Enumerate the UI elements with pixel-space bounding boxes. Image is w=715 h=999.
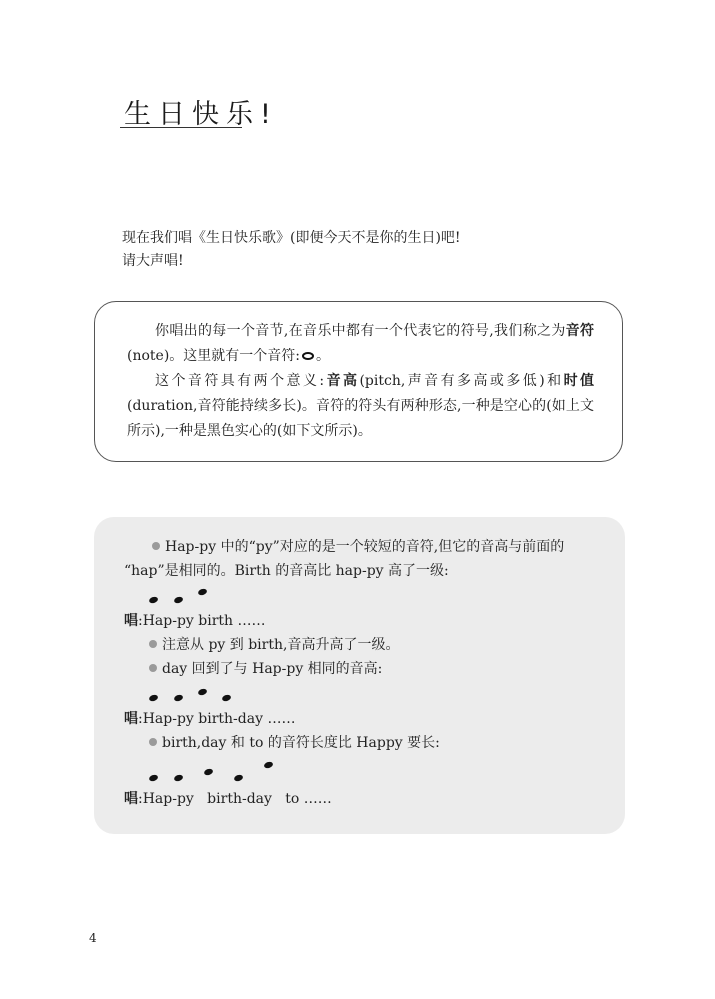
bullet-item-1 (124, 535, 597, 559)
quarter-note-head-icon (263, 761, 273, 769)
definition-text: 这个音符具有两个意义: (155, 373, 325, 389)
sing-line-1 (124, 609, 597, 633)
bullet-text: Hap-py 中的“py”对应的是一个较短的音符,但它的音高与前面的 (165, 539, 565, 555)
quarter-note-head-icon (173, 694, 183, 702)
intro-line-1: 现在我们唱《生日快乐歌》(即便今天不是你的生日)吧! (122, 230, 461, 246)
sing-label: 唱 (124, 711, 138, 727)
definition-text: (pitch,声音有多高或多低)和 (359, 373, 564, 389)
bullet-text: day 回到了与 Hap-py 相同的音高: (162, 661, 383, 677)
quarter-note-head-icon (233, 774, 243, 782)
quarter-note-head-icon (197, 588, 207, 596)
page-title: 生日快乐! (124, 99, 278, 130)
quarter-note-head-icon (148, 774, 158, 782)
sing-line-3 (124, 787, 597, 811)
definition-text: (note)。这里就有一个音符: (127, 348, 300, 364)
definition-paragraph-2 (127, 369, 594, 444)
bullet-item-1-cont: “hap”是相同的。Birth 的音高比 hap-py 高了一级: (124, 563, 449, 579)
term-duration: 时值 (563, 373, 595, 389)
sing-line-2 (124, 707, 597, 731)
bullet-dot-icon (149, 738, 157, 746)
title-underline (120, 127, 242, 128)
intro-line-2: 请大声唱! (122, 253, 184, 269)
melody-exercise-box (94, 517, 625, 834)
bullet-text: birth,day 和 to 的音符长度比 Happy 要长: (162, 735, 440, 751)
quarter-note-head-icon (173, 596, 183, 604)
definition-text: (duration,音符能持续多长)。音符的符头有两种形态,一种是空心的(如上文所示),一种是黑色实心的(如下文所示)。 (127, 398, 594, 439)
sing-text: :Hap-py birth …… (138, 613, 266, 629)
notes-row-1 (149, 583, 597, 609)
bullet-dot-icon (149, 640, 157, 648)
quarter-note-head-icon (221, 694, 231, 702)
bullet-item-3 (124, 657, 597, 681)
definition-text: 你唱出的每一个音节,在音乐中都有一个代表它的符号,我们称之为 (155, 323, 566, 339)
note-definition-box (94, 301, 623, 462)
notes-row-3 (149, 755, 597, 787)
definition-text: 。 (316, 348, 330, 364)
quarter-note-head-icon (203, 768, 213, 776)
quarter-note-head-icon (148, 694, 158, 702)
definition-paragraph-1 (127, 319, 594, 369)
bullet-dot-icon (149, 664, 157, 672)
bullet-text: 注意从 py 到 birth,音高升高了一级。 (162, 637, 400, 653)
term-note: 音符 (565, 323, 594, 339)
quarter-note-head-icon (148, 596, 158, 604)
quarter-note-head-icon (173, 774, 183, 782)
sing-label: 唱 (124, 791, 138, 807)
term-pitch: 音高 (324, 373, 360, 389)
quarter-note-head-icon (197, 688, 207, 696)
notes-row-2 (149, 681, 597, 707)
page-number: 4 (89, 931, 97, 945)
sing-label: 唱 (124, 613, 138, 629)
whole-note-icon (302, 352, 314, 360)
sing-text: :Hap-py birth-day …… (138, 711, 296, 727)
intro-text (122, 227, 461, 273)
bullet-item-2 (124, 633, 597, 657)
sing-text: :Hap-py birth-day to …… (138, 791, 332, 807)
bullet-dot-icon (152, 542, 160, 550)
bullet-item-4 (124, 731, 597, 755)
